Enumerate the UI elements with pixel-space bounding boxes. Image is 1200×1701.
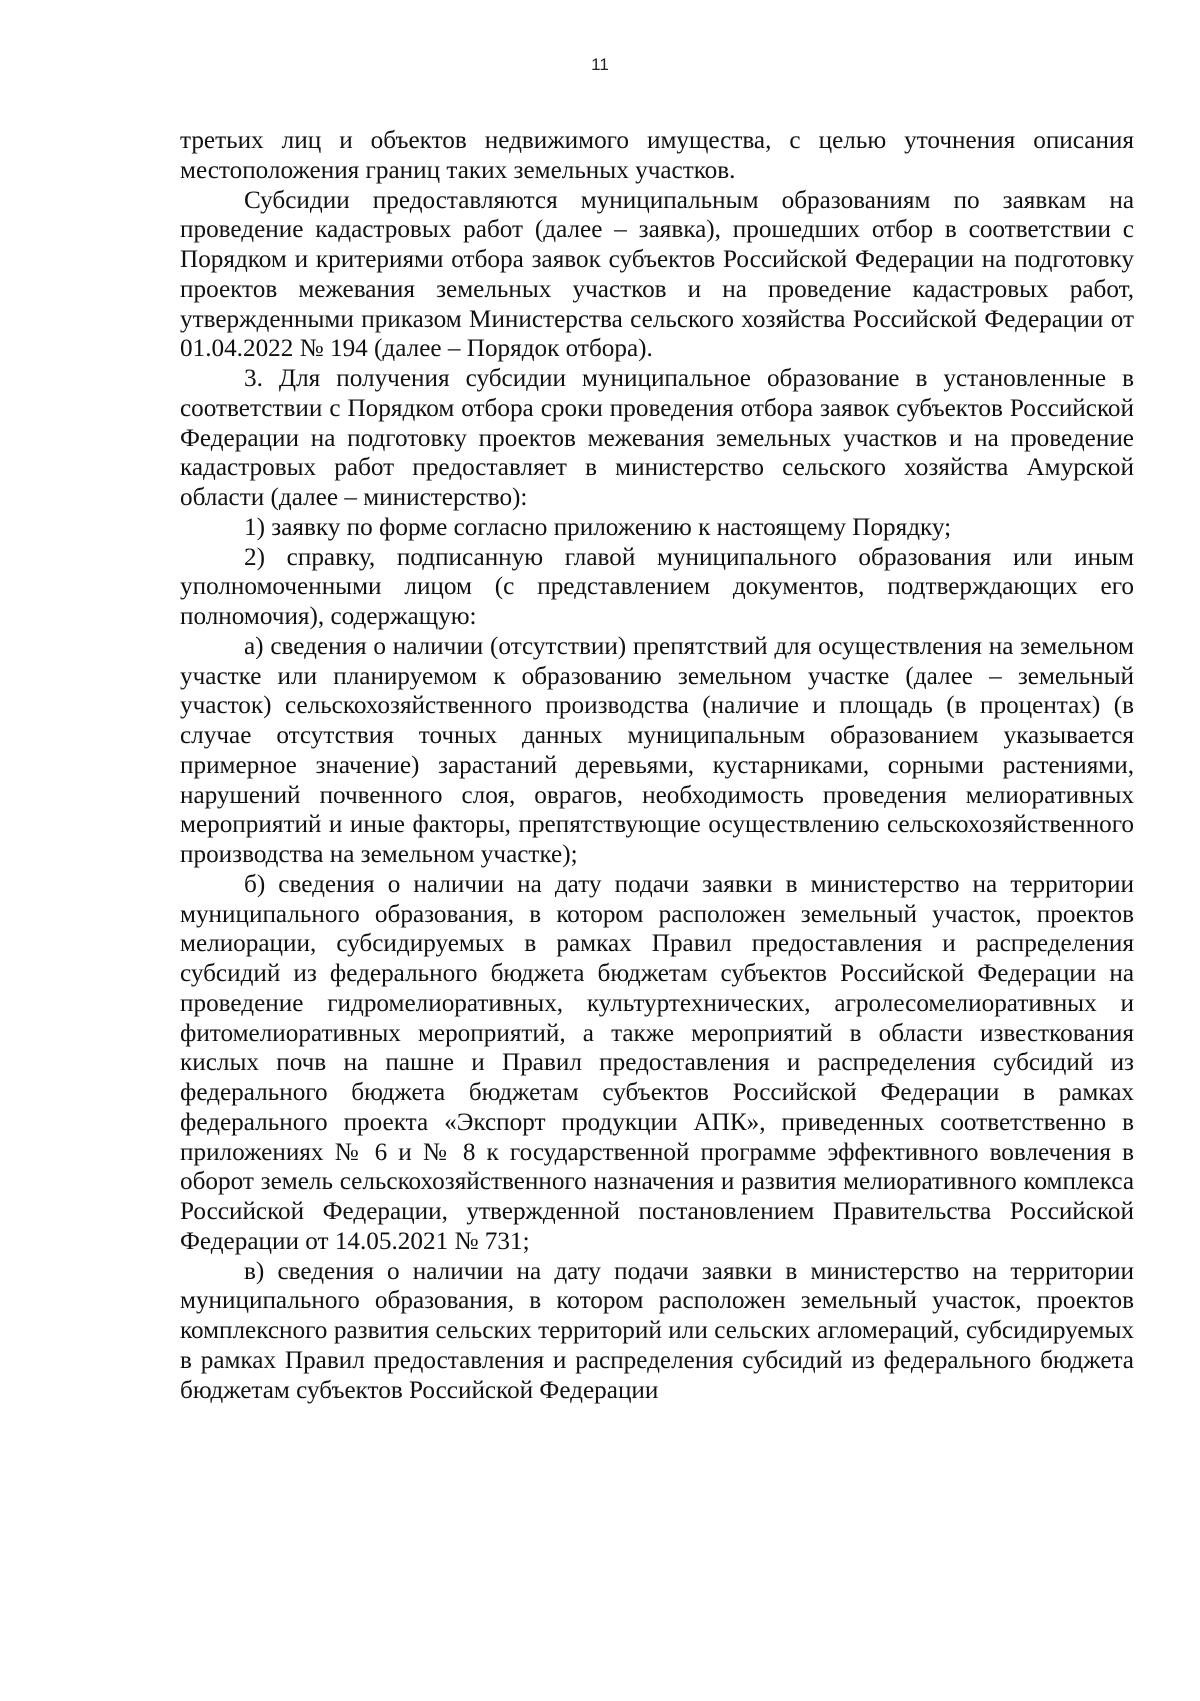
list-item-1: 1) заявку по форме согласно приложению к настоящему Порядку; (244, 513, 952, 541)
paragraph-continuation: третьих лиц и объектов недвижимого имущества, с целью уточнения описания местоположения границ таких земельных участков. (180, 127, 1134, 184)
sub-item-a: а) сведения о наличии (отсутствии) препятствий для осуществления на земельном участке или планируемом к образованию земельном участке (далее – земельный участок) сельскохозяйственного производства (наличие и площадь (в процентах) (в случае отсутствия точных данных муниципальным образованием указывается примерное значение) зарастаний деревьями, кустарниками, сорными растениями, нарушений почвенного слоя, оврагов, необходимость проведения мелиоративных мероприятий и иные факторы, препятствующие осуществлению сельскохозяйственного производства на земельном участке); (180, 632, 1134, 868)
sub-item-v: в) сведения о наличии на дату подачи заявки в министерство на территории муниципального образования, в котором расположен земельный участок, проектов комплексного развития сельских территорий или сельских агломераций, субсидируемых в рамках Правил предоставления и распределения субсидий из федерального бюджета бюджетам субъектов Российской Федерации (180, 1257, 1134, 1404)
document-body (180, 126, 1134, 1405)
sub-item-b: б) сведения о наличии на дату подачи заявки в министерство на территории муниципального образования, в котором расположен земельный участок, проектов мелиорации, субсидируемых в рамках Правил предоставления и распределения субсидий из федерального бюджета бюджетам субъектов Российской Федерации на проведение гидромелиоративных, культуртехнических, агролесомелиоративных и фитомелиоративных мероприятий, а также мероприятий в области известкования кислых почв на пашне и Правил предоставления и распределения субсидий из федерального бюджета бюджетам субъектов Российской Федерации в рамках федерального проекта «Экспорт продукции АПК», приведенных соответственно в приложениях № 6 и № 8 к государственной программе эффективного вовлечения в оборот земель сельскохозяйственного назначения и развития мелиоративного комплекса Российской Федерации, утвержденной постановлением Правительства Российской Федерации от 14.05.2021 № 731; (180, 870, 1134, 1255)
list-item-2: 2) справку, подписанную главой муниципального образования или иным уполномоченными лицом (с представлением документов, подтверждающих его полномочия), содержащую: (180, 543, 1134, 630)
paragraph-item-3: 3. Для получения субсидии муниципальное образование в установленные в соответствии с Порядком отбора сроки проведения отбора заявок субъектов Российской Федерации на подготовку проектов межевания земельных участков и на проведение кадастровых работ предоставляет в министерство сельского хозяйства Амурской области (далее – министерство): (180, 365, 1134, 511)
page-number: 11 (591, 55, 609, 74)
paragraph-subsidies: Субсидии предоставляются муниципальным образованиям по заявкам на проведение кадастровых работ (далее – заявка), прошедших отбор в соответствии с Порядком и критериями отбора заявок субъектов Российской Федерации на подготовку проектов межевания земельных участков и на проведение кадастровых работ, утвержденными приказом Министерства сельского хозяйства Российской Федерации от 01.04.2022 № 194 (далее – Порядок отбора). (180, 186, 1134, 363)
